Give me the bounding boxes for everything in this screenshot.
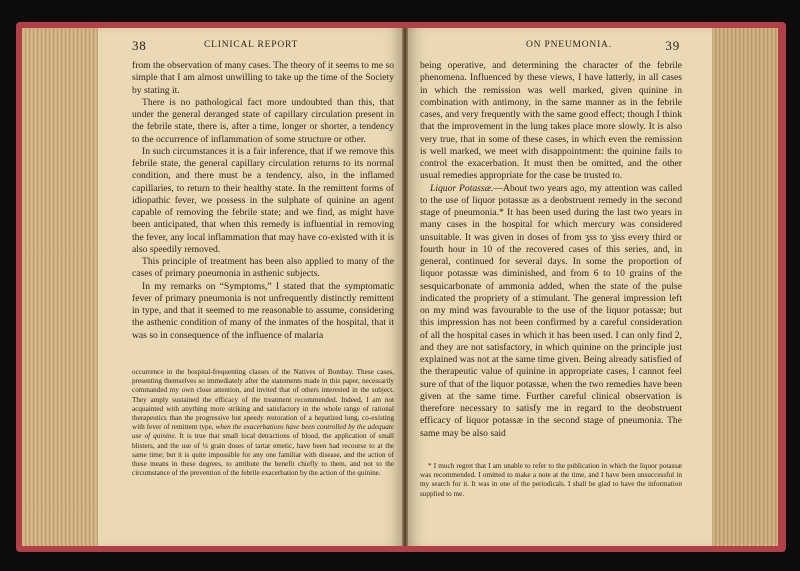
footnote-italic: when the exacerbations have been controlled by the adequate use of quinine. bbox=[132, 423, 395, 441]
footnote-part: It is true that small local detractions of blood, the application of small blisters, and the use of ¼ grain doses of tartar emetic, have been had recourse to at the same time; but it is quite impossible for any one familiar with disease, and the action of these means in these degrees, to attribute the benefit chiefly to them, and not to the circumstance of the prevention of the febrile exacerbation by the action of the quinine. bbox=[132, 432, 395, 478]
left-page-edges bbox=[22, 28, 98, 546]
right-page-header bbox=[418, 40, 680, 54]
paragraph: from the observation of many cases. The theory of it seems to me so simple that I am almost unwilling to take up the time of the Society by stating it. bbox=[132, 60, 394, 96]
book-gutter bbox=[402, 28, 408, 546]
left-body-text bbox=[132, 60, 394, 342]
right-footnote bbox=[420, 462, 682, 499]
paragraph: This principle of treatment has been also applied to many of the cases of primary pneumonia in asthenic subjects. bbox=[132, 256, 394, 280]
paragraph: In my remarks on “Symptoms,” I stated that the symptomatic fever of primary pneumonia is not unfrequently distinctly remittent in type, and that it seemed to me reasonable to assume, considering the asthenic condition of many of the inmates of the hospital, that it was so in consequence of the influence of malaria bbox=[132, 280, 394, 341]
paragraph: In such circumstances it is a fair inference, that if we remove this febrile state, the general capillary circulation returns to its normal condition, and there must be a tendency, also, in the inflamed capillaries, to return to their healthy state. In the remittent forms of idiopathic fever, we possess in the sulphate of quinine an agent capable of removing the febrile state; and we find, as might have been anticipated, that when this remedy is influential in removing the fever, any local inflammation that may have co-existed with it is also speedily removed. bbox=[132, 145, 394, 255]
paragraph-text: —About two years ago, my attention was called to the use of liquor potassæ as a deobstruent remedy in the second stage of pneumonia.* It has been used during the last two years in many cases in the hospital for which mercury was considered unsuitable. It was given in doses of from ʒss to ʒiss every third or fourth hour in 10 of the recovered cases of this series, and, in general, continued for several days. In some the proportion of liquor potassæ was diminished, and from 6 to 10 grains of the sesquicarbonate of ammonia added, when the state of the pulse indicated the propriety of a stimulant. The general impression left on my mind was favourable to the use of the liquor potassæ; but this impression has not been confirmed by a careful consideration of all the hospital cases in which it has been used. I can only find 2, and they are not satisfactory, in which quinine on the principle just explained was not at the same time given. Being already satisfied of the therapeutic value of quinine in appropriate cases, I cannot feel sure of that of the liquor potassæ, when the two remedies have been given at the same time. Further careful clinical observation is therefore necessary to satisfy me in regard to the deobstruent efficacy of liquor potassæ in the second stage of pneumonia. The same may be also said bbox=[420, 182, 682, 439]
paragraph bbox=[420, 183, 682, 440]
left-footnote bbox=[132, 368, 394, 478]
footnote-text bbox=[132, 368, 394, 478]
paragraph: There is no pathological fact more undoubted than this, that under the general deranged state of capillary circulation present in the febrile state, there is, after a time, longer or shorter, a tendency to the occurrence of inflammation of some structure or other. bbox=[132, 96, 394, 145]
right-page-edges bbox=[712, 28, 778, 546]
left-page-number: 38 bbox=[132, 38, 147, 53]
paragraph: being operative, and determining the character of the febrile phenomena. Influenced by these views, I have latterly, in all cases in which the remission was well marked, given quinine in combination with antimony, in the same manner as in the febrile cases, and very frequently with the same good effect; though I think that the improvement in the lung takes place more slowly. It is also very true, that in some of these cases, in which even the remission is well marked, we meet with disappointment: the quinine fails to control the exacerbation. It must then be omitted, and the other usual remedies appropriate for the case be trusted to. bbox=[420, 60, 682, 182]
right-running-title: ON PNEUMONIA. bbox=[526, 40, 612, 50]
left-page-header bbox=[132, 40, 394, 54]
footnote-part: occurrence in the hospital-frequenting classes of the Natives of Bombay. These cases, presenting themselves so immediately after the statements made in this paper, necessarily commanded my own close attention, and invited that of others interested in the subject. They amply sustained the efficacy of the treatment recommended. Indeed, I am not acquainted with anything more striking and satisfactory in the whole range of rational therapeutics than the progressive but speedy restoration of a hepatized lung, co-existing with fever of remittent type, bbox=[132, 368, 394, 432]
left-running-title: CLINICAL REPORT bbox=[204, 40, 299, 50]
right-body-text bbox=[420, 60, 682, 440]
right-page-number: 39 bbox=[665, 38, 680, 53]
footnote-text: * I much regret that I am unable to refer to the publication in which the liquor potassæ was recommended. I omitted to make a note at the time, and I have been unsuccessful in my search for it. It was in one of the periodicals. I shall be glad to have the information supplied to me. bbox=[420, 462, 682, 498]
section-heading: Liquor Potassæ. bbox=[430, 182, 494, 194]
